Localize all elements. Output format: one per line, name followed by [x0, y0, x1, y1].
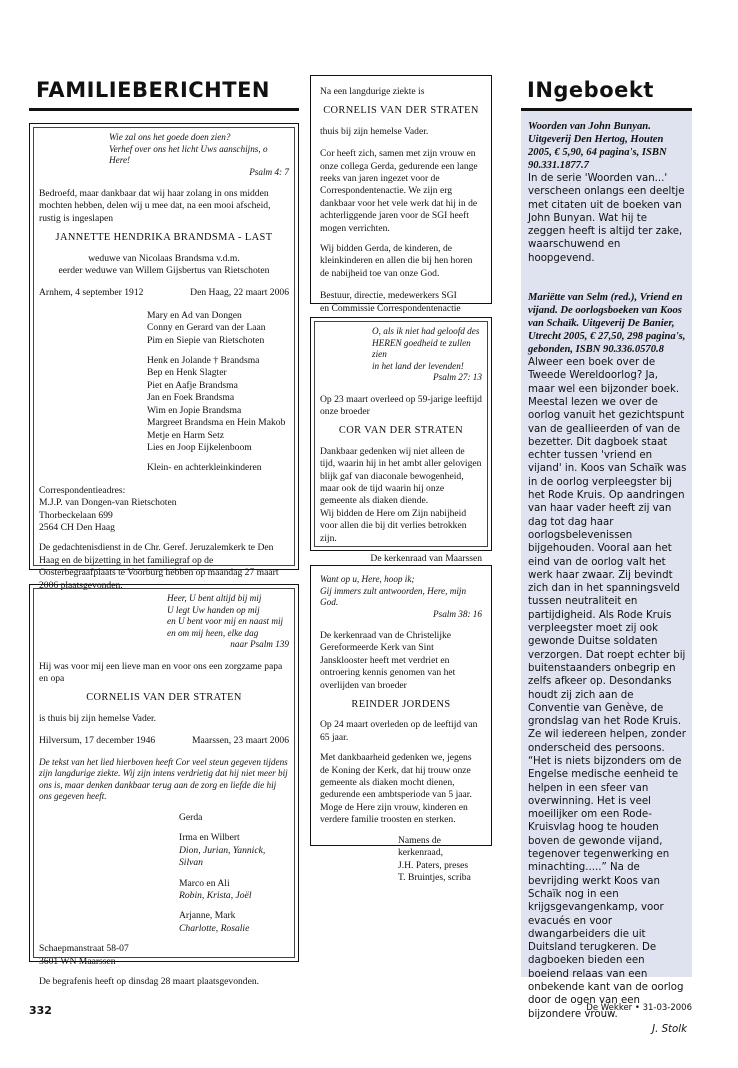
publication-info: De Wekker • 31-03-2006: [586, 1003, 692, 1013]
ingeboekt-title: INgeboekt: [527, 78, 654, 102]
motto-line: Heer, U bent altijd bij mij: [167, 593, 262, 603]
signature-line: Bestuur, directie, medewerkers SGI: [320, 290, 457, 302]
motto-ref: Psalm 27: 13: [433, 372, 482, 382]
motto-line: Wie zal ons het goede doen zien?: [109, 132, 231, 142]
notice-kerkenraad-maarssen: [310, 317, 492, 564]
signature-line: T. Bruintjes, scriba: [398, 871, 471, 883]
intro-text: Na een langdurige ziekte is: [320, 86, 425, 97]
motto-line: in het land der levenden!: [372, 360, 464, 371]
paragraph: Wij bidden Gerda, de kinderen, de kleinkinderen en allen die bij hen horen de nabijheid toe van onze God.: [320, 243, 473, 279]
motto-ref: Psalm 4: 7: [249, 166, 289, 177]
family-member: Henk en Jolande † Brandsma: [147, 355, 260, 367]
inner-border: [33, 127, 295, 566]
notice-brandsma: [29, 123, 299, 591]
family-member: Margreet Brandsma en Hein Makob: [147, 417, 286, 429]
signature-line: Namens de kerkenraad,: [398, 834, 444, 859]
family-member: Gerda: [179, 811, 203, 823]
signature: De kerkenraad van Maarssen: [370, 552, 482, 564]
address-line: 3601 WN Maarssen: [39, 955, 116, 967]
paragraph: Cor heeft zich, samen met zijn vrouw en onze collega Gerda, gedurende een lange reeks van jaren ingezet voor de Correspondentenactie. We zijn erg dankbaar voor het vele werk dat hij in de achterliggende jaren voor de SGI heeft mogen verrichten.: [320, 148, 478, 234]
family-member: Metje en Harm Setz: [147, 429, 224, 441]
birth-date: Hilversum, 17 december 1946: [39, 735, 156, 747]
grandchildren-names: Charlotte, Rosalie: [179, 922, 250, 934]
deceased-name: CORNELIS VAN DER STRATEN: [86, 692, 242, 704]
signature: [320, 835, 482, 885]
header-rule-right: [521, 108, 692, 111]
motto-line: Verhef over ons het licht Uws aanschijns, o Here!: [109, 143, 268, 165]
review-text: Alweer een boek over de Tweede Wereldoorlog? Ja, maar wel een bijzonder boek. Meestal lezen we over de oorlog vanuit het gezichtspunt van de geallieerden of van de bezetter. Dit dagboek staat echter tussen 'vriend en vijand' in. Koos van Schaïk was in de oorlog verpleegster bij het Rode Kruis. Op aandringen van haar vader heeft zij van dag tot dag haar oorlogsbelevenissen bijgehouden. Vooral aan het eind van de oorlog valt het werk haar zwaar. Zij bevindt zich dan in het spanningsveld tussen neutraliteit en partijdigheid. Als Rode Kruis verpleegster moet zij ook gewonde Duitse soldaten verzorgen. Dat roept echter bij buitenstaanders onbegrip en zelfs afkeer op. Desondanks houdt zij zich aan de Conventie van Genève, de grondslag van het Rode Kruis. Ze wil iedereen helpen, zonder onderscheid des persoons. “Het is niets bijzonders om de Engelse medische eenheid te helpen in een sfeer van overwinning. Het is veel moeilijker om een Rode-Kruisvlag hoog te houden boven de gewonde vijand, tegenover tegenwerking en minachting.....” Na de bevrijding werkt Koos van Schaïk nog in een krijgsgevangenkamp, voor evacués en voor dwangarbeiders die uit Duitsland terugkeren. De dagboeken bieden een boeiend relaas van een onbekende kant van de oorlog door de ogen van een bijzondere vrouw.: [528, 357, 687, 1020]
paragraph: Op 24 maart overleden op de leeftijd van 65 jaar.: [320, 719, 478, 743]
death-date: Maarssen, 23 maart 2006: [192, 735, 289, 747]
book-reviews: [528, 120, 687, 1036]
familieberichten-title: FAMILIEBERICHTEN: [36, 78, 271, 102]
family-member: Irma en Wilbert: [179, 832, 240, 844]
motto-line: HEREN goedheid te zullen zien: [372, 337, 471, 359]
grandchildren-names: Robin, Krista, Joël: [179, 889, 252, 901]
inner-border: [33, 588, 295, 958]
deceased-name: CORNELIS VAN DER STRATEN: [323, 105, 479, 117]
book-title: Woorden van John Bunyan. Uitgeverij Den Hertog, Houten 2005, € 5,90, 64 pagina's, ISBN 90.331.1877.7: [528, 121, 667, 171]
family-member: Lies en Joop Eijkelenboom: [147, 441, 252, 453]
signature: [320, 290, 482, 315]
family-member: Arjanne, Mark: [179, 910, 236, 922]
grandchildren: Klein- en achterkleinkinderen: [147, 462, 262, 474]
birth-date: Arnhem, 4 september 1912: [39, 287, 144, 299]
signature-line: J.H. Paters, preses: [398, 859, 469, 871]
deceased-name: REINDER JORDENS: [351, 699, 451, 711]
intro-text: Bedroefd, maar dankbaar dat wij haar zolang in ons midden mochten hebben, delen wij u mee dat, na een mooi afscheid, rustig is ingeslapen: [39, 188, 271, 224]
family-member: Jan en Foek Brandsma: [147, 392, 235, 404]
address-line: Schaepmanstraat 58-07: [39, 943, 129, 955]
widow-line: eerder weduwe van Willem Gijsbertus van Rietschoten: [58, 265, 270, 277]
book-title: Mariëtte van Selm (red.), Vriend en vijand. De oorlogsboeken van Koos van Schaïk. Uitgeverij De Banier, Utrecht 2005, € 27,50, 298 pagina's, gebonden, ISBN 90.336.0570.8: [528, 292, 686, 356]
signature-line: en Commissie Correspondentenactie: [320, 302, 461, 314]
service-text: De gedachtenisdienst in de Chr. Geref. Jeruzalemkerk te Den Haag en de bijzetting in het familiegraf op de Oosterbegraafplaats te Voorburg hebben op maandag 27 maart 2006 plaatsgevonden.: [39, 542, 279, 591]
family-member: Mary en Ad van Dongen: [147, 309, 242, 321]
family-member: Piet en Aafje Brandsma: [147, 379, 238, 391]
deceased-name: COR VAN DER STRATEN: [338, 425, 464, 437]
header-rule-left: [29, 108, 299, 111]
motto-ref: naar Psalm 139: [230, 639, 289, 649]
family-member: Wim en Jopie Brandsma: [147, 404, 242, 416]
address-line: M.J.P. van Dongen-van Rietschoten: [39, 497, 177, 509]
intro-text: Op 23 maart overleed op 59-jarige leeftijd onze broeder: [320, 393, 482, 417]
motto-line: U legt Uw handen op mij: [167, 604, 260, 615]
review-author: J. Stolk: [652, 1023, 687, 1035]
deceased-name: JANNETTE HENDRIKA BRANDSMA - LAST: [55, 232, 273, 244]
family-member: Conny en Gerard van der Laan: [147, 322, 266, 334]
after-name-text: is thuis bij zijn hemelse Vader.: [39, 712, 157, 724]
intro-text: Hij was voor mij een lieve man en voor ons een zorgzame papa en opa: [39, 660, 283, 684]
paragraph: Dankbaar gedenken wij niet alleen de tijd, waarin hij in het ambt aller gelovigen blijk gaf van diaconale bewogenheid, maar ook de tijd waarin hij onze gemeente als diaken diende.: [320, 445, 482, 507]
death-date: Den Haag, 22 maart 2006: [190, 287, 289, 299]
widow-line: weduwe van Nicolaas Brandsma v.d.m.: [88, 252, 240, 264]
address-line: Correspondentieadres:: [39, 484, 126, 496]
motto-line: Want op u, Here, hoop ik;: [320, 574, 415, 584]
review-text: In de serie 'Woorden van...' verscheen onlangs een deeltje met citaten uit de boeken van John Bunyan. Wat hij te zeggen heeft is altijd ter zake, waarschuwend en hoopgevend.: [528, 173, 685, 264]
inner-border: [314, 321, 488, 547]
family-member: Pim en Siepie van Rietschoten: [147, 334, 265, 346]
motto-line: O, als ik niet had geloofd des: [372, 326, 480, 336]
motto-ref: Psalm 38: 16: [433, 608, 482, 619]
notice-sgi: [310, 75, 492, 314]
paragraph: Wij bidden de Here om Zijn nabijheid voor allen die bij dit verlies betrokken zijn.: [320, 507, 467, 544]
grandchildren-names: Dion, Jurian, Yannick, Silvan: [179, 844, 266, 869]
address-line: 2564 CH Den Haag: [39, 521, 115, 533]
intro-text: De kerkenraad van de Christelijke Gereformeerde Kerk van Sint Jansklooster heeft met verdriet en ontroering kennis genomen van het overlijden van broeder: [320, 630, 456, 691]
family-member: Marco en Ali: [179, 877, 230, 889]
paragraph: Moge de Here zijn vrouw, kinderen en verdere familie troosten en sterken.: [320, 801, 468, 826]
page-number: 332: [29, 1004, 52, 1017]
funeral-text: De begrafenis heeft op dinsdag 28 maart plaatsgevonden.: [39, 975, 260, 987]
motto-line: en om mij heen, elke dag: [167, 627, 259, 638]
motto-line: en U bent voor mij en naast mij: [167, 616, 284, 626]
song-note: De tekst van het lied hierboven heeft Cor veel steun gegeven tijdens zijn langdurige ziekte. Wij zijn intens verdrietig dat hij niet meer bij ons is, maar denken dankbaar terug aan de zorg en liefde die hij ons gegeven heeft.: [39, 756, 288, 802]
motto-line: Gij immers zult antwoorden, Here, mijn God.: [320, 585, 467, 607]
paragraph: Met dankbaarheid gedenken we, jegens de Koning der Kerk, dat hij trouw onze gemeente als diaken mocht dienen, gedurende een ambtsperiode van 5 jaar.: [320, 752, 472, 801]
notice-van-der-straten-family: [29, 584, 299, 987]
after-name-text: thuis bij zijn hemelse Vader.: [320, 125, 429, 137]
motto: [320, 574, 482, 620]
address-line: Thorbeckelaan 699: [39, 509, 113, 521]
notice-reinder-jordens: [310, 565, 492, 883]
family-member: Bep en Henk Slagter: [147, 367, 227, 379]
